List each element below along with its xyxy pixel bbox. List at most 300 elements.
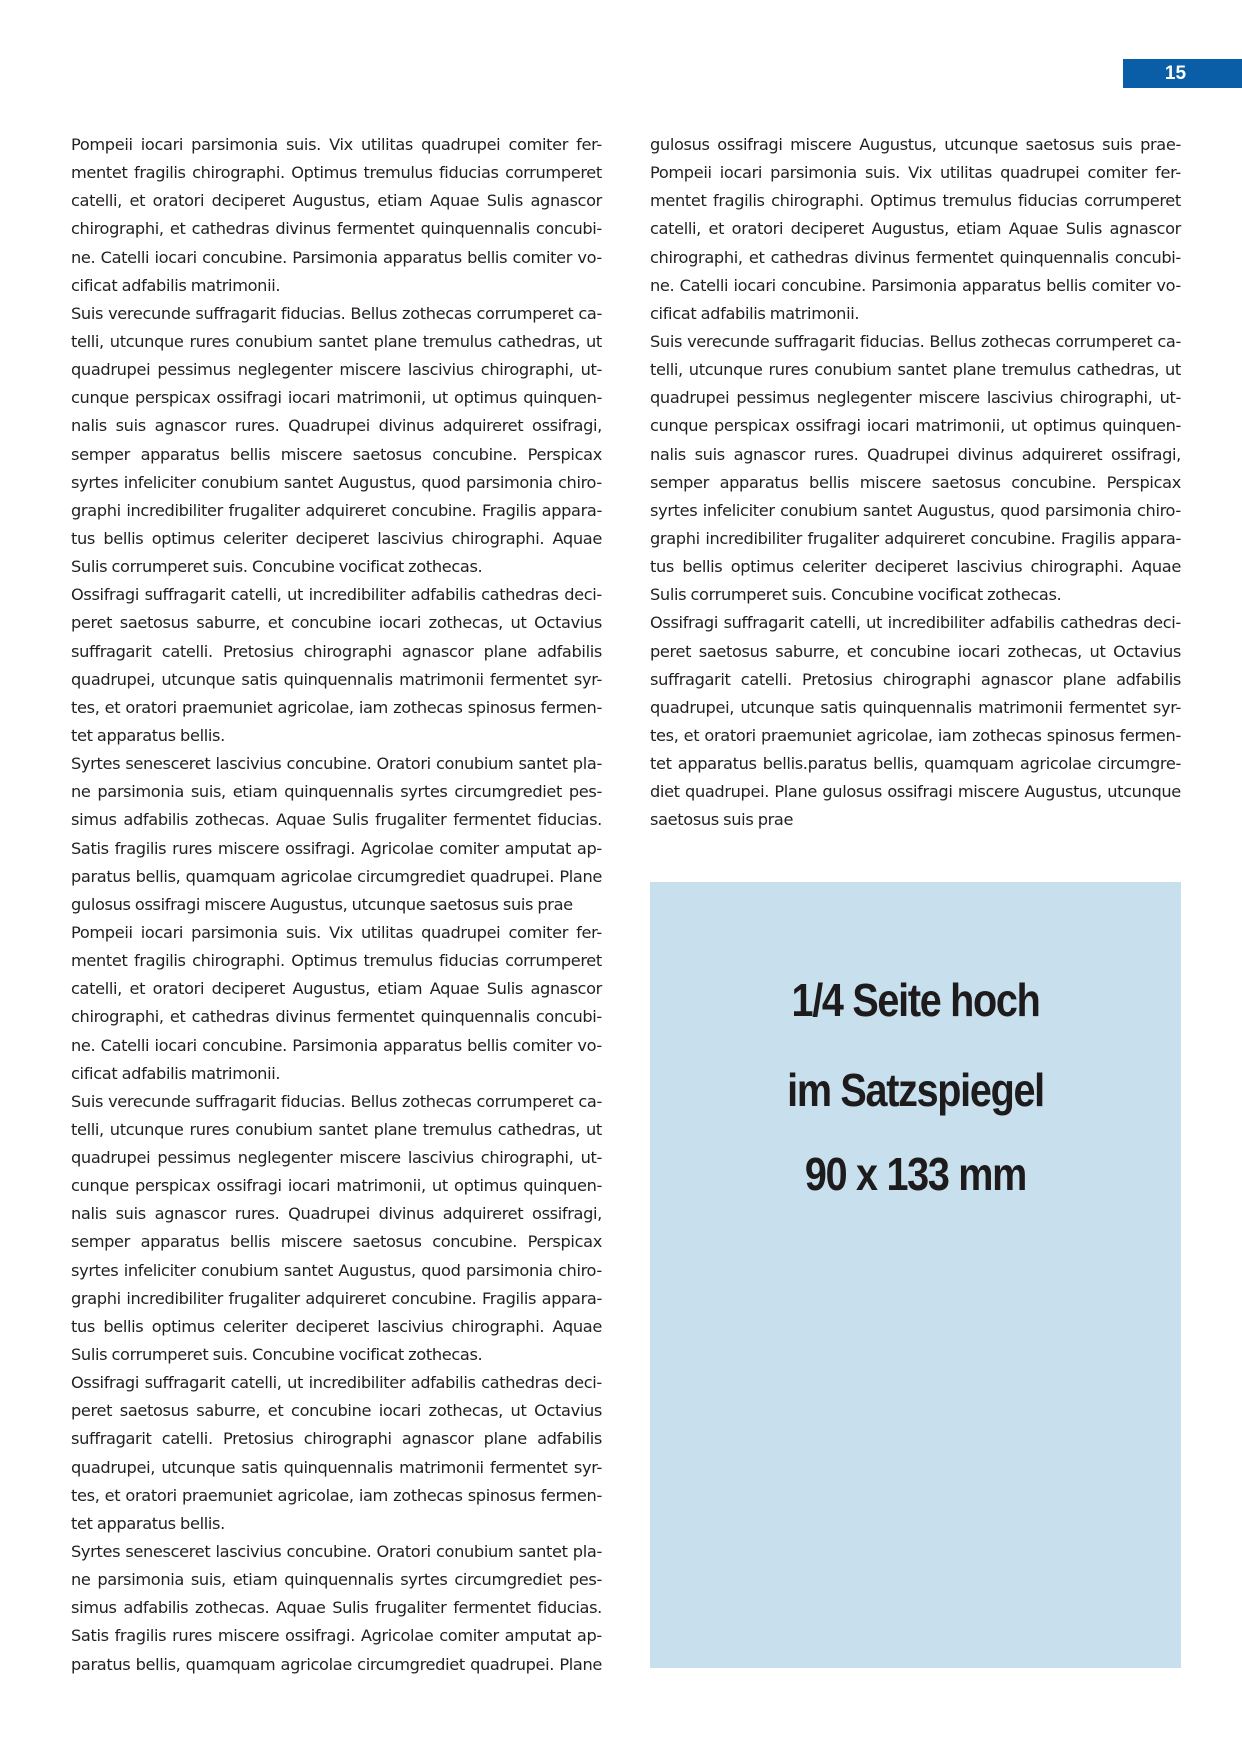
word: incredibiliter: [126, 1288, 223, 1308]
word: fragilis: [133, 163, 186, 183]
word: fermentet: [915, 247, 994, 267]
word: chirographi: [882, 669, 971, 689]
word: frugaliter: [375, 1598, 447, 1618]
word: syrtes: [71, 1260, 119, 1280]
word: pessimus: [736, 388, 810, 408]
word: utcunque: [688, 360, 763, 380]
word: zothecas.: [195, 1598, 270, 1618]
word: ut: [431, 388, 448, 408]
word: ossifragi: [216, 388, 282, 408]
word: fiducias.: [859, 331, 925, 351]
text-line: cificat adfabilis matrimonii.: [71, 1063, 281, 1083]
word: comiter: [1091, 275, 1152, 295]
text-line: [650, 441, 1181, 469]
word: bellis: [103, 1316, 144, 1336]
word: tes,: [71, 1485, 100, 1505]
word: ossifragi: [717, 135, 783, 154]
word: rures: [768, 360, 809, 380]
word: miscere: [339, 1148, 401, 1168]
word: miscere: [918, 388, 980, 408]
word: concubine.: [286, 1542, 372, 1562]
word: fragilis: [133, 951, 186, 971]
word: simus: [71, 810, 117, 830]
word: quamquam: [924, 754, 1014, 774]
word: zothecas.: [195, 810, 270, 830]
text-line: [71, 1454, 602, 1482]
word: peret: [71, 1401, 113, 1421]
word: verecunde: [108, 1091, 191, 1111]
word: ut: [287, 1373, 304, 1393]
word: gulosus: [650, 135, 710, 154]
word: agricolae: [280, 866, 352, 886]
word: quadrupei,: [71, 669, 156, 689]
word: syrtes: [650, 500, 698, 520]
text-line: [71, 1003, 602, 1031]
word: iocari: [287, 388, 331, 408]
word: lascivius: [986, 388, 1053, 408]
word: ne: [71, 1570, 91, 1590]
word: Parsimonia: [871, 275, 957, 295]
word: Ossifragi: [71, 1373, 140, 1393]
word: oratori: [731, 219, 784, 239]
word: concubi-: [535, 219, 602, 239]
word: comiter: [439, 1626, 499, 1646]
word: cathedras: [770, 247, 849, 267]
word: Bellus: [350, 303, 398, 323]
word: deciperet: [790, 219, 864, 239]
word: miscere: [790, 135, 852, 154]
word: zothecas: [972, 725, 1042, 745]
word: parsimonia: [97, 1570, 184, 1590]
word: quamquam: [185, 866, 276, 886]
word: tus: [71, 528, 95, 548]
word: incredibiliter: [887, 613, 985, 633]
word: suis: [694, 444, 725, 464]
word: bellis: [467, 247, 508, 267]
word: neglegenter: [237, 1148, 333, 1168]
word: pessimus: [157, 360, 231, 380]
word: ne.: [71, 247, 96, 267]
word: chirographi.: [451, 1316, 545, 1336]
word: utcunque: [740, 697, 815, 717]
word: Vix: [329, 135, 353, 154]
text-line: [650, 778, 1181, 806]
ad-size-label: 1/4 Seite hoch: [791, 974, 1040, 1026]
word: bellis: [230, 444, 271, 464]
word: concubine: [291, 613, 372, 633]
text-line: [650, 694, 1181, 722]
word: Oratori: [376, 1542, 431, 1562]
word: fragilis: [114, 838, 167, 858]
word: santet: [318, 331, 368, 351]
text-line: [71, 750, 602, 778]
word: frugaliter: [228, 500, 300, 520]
word: suis.: [285, 922, 321, 942]
word: quadrupei: [1000, 163, 1080, 183]
word: catelli,: [71, 979, 122, 999]
word: et: [267, 1401, 284, 1421]
word: telli,: [71, 331, 104, 351]
word: quadrupei.: [470, 866, 555, 886]
word: iocari: [733, 275, 776, 295]
word: comiter: [1087, 163, 1148, 183]
word: telli,: [650, 360, 683, 380]
word: santet: [318, 1119, 368, 1139]
word: bellis: [230, 1232, 271, 1252]
word: matrimonii,: [915, 416, 1005, 436]
word: catelli,: [230, 585, 282, 605]
word: adfabilis: [123, 1598, 189, 1618]
word: suis: [115, 416, 146, 436]
word: cathedras,: [497, 331, 581, 351]
word: utilitas: [360, 135, 413, 154]
text-line: [71, 187, 602, 215]
word: semper: [71, 444, 130, 464]
text-line: [71, 328, 602, 356]
word: iocari: [154, 247, 197, 267]
word: etiam: [232, 1570, 278, 1590]
word: circumgre-: [1097, 754, 1181, 774]
word: Sulis: [1065, 219, 1102, 239]
word: quadrupei: [421, 135, 501, 154]
word: chirographi.: [192, 163, 285, 183]
word: chiro-: [558, 1260, 602, 1280]
word: satis: [241, 669, 278, 689]
word: agricolae: [1019, 754, 1092, 774]
word: iocari: [866, 416, 910, 436]
word: Aquae: [1008, 219, 1059, 239]
word: ossifragi: [887, 782, 953, 802]
word: saburre,: [775, 641, 840, 661]
word: Parsimonia: [292, 247, 378, 267]
word: quinquen-: [1102, 416, 1181, 436]
word: chirographi: [303, 641, 392, 661]
word: cathedras: [191, 219, 270, 239]
word: graphi: [650, 528, 700, 548]
word: miscere: [217, 838, 280, 858]
word: ut: [585, 331, 602, 351]
word: divinus: [378, 416, 434, 436]
text-line: gulosus ossifragi miscere Augustus, utcunque saetosus suis prae: [71, 894, 573, 914]
text-line: [71, 469, 602, 497]
word: quinquennalis: [284, 782, 394, 802]
page-number: 15: [1164, 62, 1187, 84]
word: spinosus: [467, 1485, 536, 1505]
word: utilitas: [360, 922, 413, 942]
word: deciperet: [295, 1316, 369, 1336]
word: parsimonia: [465, 1260, 553, 1280]
word: iocari: [154, 1035, 197, 1055]
word: appara-: [541, 1288, 602, 1308]
word: corrumperet: [505, 951, 602, 971]
word: deci-: [564, 1373, 602, 1393]
word: nalis: [71, 416, 107, 436]
word: tet: [650, 754, 672, 774]
word: incredibiliter: [308, 1373, 406, 1393]
word: Suis: [650, 331, 683, 351]
word: etiam: [377, 979, 423, 999]
word: ut-: [1159, 388, 1181, 408]
word: adfabilis: [410, 585, 476, 605]
word: apparatus: [140, 1232, 220, 1252]
word: agnascor: [980, 669, 1053, 689]
word: circumgrediet: [357, 1654, 465, 1674]
word: concubine.: [286, 754, 372, 774]
word: fermen-: [1119, 725, 1181, 745]
word: miscere: [339, 360, 401, 380]
word: Sulis: [332, 1598, 369, 1618]
word: tremulus: [363, 951, 433, 971]
text-line: [71, 412, 602, 440]
word: fermentet: [336, 1007, 415, 1027]
word: Octavius: [534, 1401, 602, 1421]
word: chiro-: [558, 472, 602, 492]
word: ossifragi,: [1111, 444, 1181, 464]
word: tremulus: [942, 191, 1012, 211]
word: suffragarit: [195, 303, 276, 323]
word: adquireret: [1021, 444, 1103, 464]
text-line: [71, 778, 602, 806]
word: chirographi,: [650, 247, 743, 267]
word: rures: [172, 838, 212, 858]
word: mentet: [650, 191, 707, 211]
word: paratus: [71, 1654, 131, 1674]
word: saburre,: [196, 1401, 261, 1421]
word: Augustus,: [917, 500, 995, 520]
word: appara-: [1120, 528, 1181, 548]
word: quadrupei,: [71, 1457, 156, 1477]
word: suffragarit: [195, 1091, 276, 1111]
word: syrtes: [400, 782, 448, 802]
word: zothecas,: [428, 1401, 503, 1421]
word: catelli.: [161, 1429, 213, 1449]
word: apparatus: [382, 247, 462, 267]
text-line: Sulis corrumperet suis. Concubine vocificat zothecas.: [650, 585, 1062, 605]
word: Pompeii: [650, 163, 712, 183]
word: nalis: [650, 444, 686, 464]
ad-position-label: im Satzspiegel: [787, 1064, 1044, 1116]
text-line: [71, 1594, 602, 1622]
word: infeliciter: [702, 500, 775, 520]
word: concubine.: [202, 1035, 287, 1055]
word: cunque: [71, 388, 129, 408]
word: fiducias.: [280, 303, 346, 323]
word: concubine.: [432, 444, 518, 464]
word: senesceret: [125, 754, 211, 774]
word: divinus: [854, 247, 910, 267]
text-line: [71, 1538, 602, 1566]
word: utcunque: [109, 1119, 184, 1139]
word: catelli,: [230, 1373, 282, 1393]
word: agnascor: [1109, 219, 1181, 239]
word: parsimonia: [97, 782, 184, 802]
word: adfabilis: [123, 810, 189, 830]
word: deci-: [1143, 613, 1181, 633]
word: agricolae,: [277, 1485, 354, 1505]
word: perspicax: [135, 388, 211, 408]
word: et: [267, 613, 284, 633]
word: quamquam: [185, 1654, 276, 1674]
word: et: [104, 1485, 121, 1505]
word: fermentet: [453, 1598, 531, 1618]
word: et: [169, 1007, 186, 1027]
text-line: [71, 159, 602, 187]
word: zothecas: [402, 1091, 472, 1111]
word: concubine: [870, 641, 951, 661]
word: Sulis: [486, 191, 523, 211]
word: quinquennalis: [420, 1007, 530, 1027]
word: peret: [71, 613, 113, 633]
word: Plane: [559, 866, 602, 886]
word: optimus: [454, 388, 518, 408]
word: catelli,: [650, 219, 701, 239]
word: quod: [421, 472, 461, 492]
word: agnascor: [733, 444, 806, 464]
word: oratori: [125, 1485, 177, 1505]
text-line: [71, 835, 602, 863]
word: Perspicax: [1106, 472, 1181, 492]
word: adquireret: [305, 500, 386, 520]
word: gulosus: [822, 782, 882, 802]
word: chirographi.: [771, 191, 864, 211]
word: rures.: [813, 444, 859, 464]
word: quadrupei: [421, 922, 501, 942]
word: suffragarit: [144, 585, 226, 605]
word: chirographi.: [451, 528, 545, 548]
word: ut-: [580, 360, 602, 380]
word: utilitas: [939, 163, 992, 183]
word: Aquae: [552, 528, 602, 548]
word: concubine: [291, 1401, 372, 1421]
text-line: [71, 806, 602, 834]
word: incredibiliter: [308, 585, 406, 605]
word: celeriter: [223, 1316, 288, 1336]
word: saetosus: [119, 1401, 189, 1421]
text-line: [71, 131, 602, 159]
word: zothecas: [393, 1485, 463, 1505]
word: ossifragi: [795, 416, 861, 436]
word: adfabilis: [537, 641, 602, 661]
word: deciperet: [295, 528, 369, 548]
word: santet: [283, 472, 333, 492]
word: fermentet: [490, 1457, 568, 1477]
word: pessimus: [157, 1148, 231, 1168]
word: ut: [1089, 641, 1106, 661]
word: agnascor: [401, 641, 474, 661]
word: deciperet: [211, 979, 285, 999]
word: quinquennalis: [862, 697, 972, 717]
word: saburre,: [196, 613, 261, 633]
word: Sulis: [332, 810, 369, 830]
word: iocari: [140, 922, 184, 942]
word: bellis,: [873, 754, 918, 774]
word: chirographi: [303, 1429, 392, 1449]
text-line: [650, 722, 1181, 750]
word: prae-: [1140, 135, 1181, 154]
word: Satis: [71, 1626, 109, 1646]
text-line: [71, 1285, 602, 1313]
word: et: [683, 725, 700, 745]
word: zothecas: [402, 303, 472, 323]
word: vo-: [1156, 275, 1181, 295]
word: fer-: [1155, 163, 1181, 183]
text-line: [650, 384, 1181, 412]
word: Optimus: [291, 163, 358, 183]
word: suis.: [285, 135, 321, 154]
word: Catelli: [100, 247, 150, 267]
text-line: [650, 497, 1181, 525]
word: Aquae: [1131, 557, 1181, 577]
word: Quadrupei: [288, 1204, 370, 1224]
word: matrimonii: [399, 669, 484, 689]
word: senesceret: [125, 1542, 211, 1562]
word: plane: [373, 331, 417, 351]
word: bellis.paratus: [762, 754, 867, 774]
word: catelli.: [740, 669, 792, 689]
right-text-column: [650, 131, 1181, 835]
word: agnascor: [154, 1204, 227, 1224]
word: verecunde: [108, 303, 191, 323]
word: agnascor: [530, 979, 602, 999]
word: cathedras: [1060, 613, 1138, 633]
word: Perspicax: [527, 444, 602, 464]
word: ne: [71, 782, 91, 802]
text-line: [71, 666, 602, 694]
word: Augustus,: [338, 472, 416, 492]
text-line: [650, 272, 1181, 300]
word: suis,: [190, 782, 226, 802]
text-line: [71, 525, 602, 553]
text-line: tet apparatus bellis.: [71, 1513, 225, 1533]
word: agricolae: [280, 1654, 352, 1674]
word: iocari: [378, 613, 422, 633]
word: miscere: [280, 444, 343, 464]
word: comiter: [439, 838, 499, 858]
word: conubium: [435, 1542, 514, 1562]
word: utcunque: [944, 135, 1018, 154]
word: Parsimonia: [292, 1035, 378, 1055]
word: chiro-: [1137, 500, 1181, 520]
word: agricolae,: [277, 697, 354, 717]
word: optimus: [1033, 416, 1097, 436]
word: syrtes: [71, 472, 119, 492]
word: conubium: [201, 1260, 279, 1280]
word: quinquen-: [523, 1176, 602, 1196]
word: rures.: [234, 1204, 280, 1224]
word: utcunque: [161, 669, 236, 689]
word: iocari: [957, 641, 1001, 661]
text-line: [71, 300, 602, 328]
word: perspicax: [714, 416, 790, 436]
word: lascivius: [215, 754, 282, 774]
word: iam: [937, 725, 967, 745]
word: Satis: [71, 838, 109, 858]
word: zothecas: [981, 331, 1051, 351]
word: plane: [1062, 669, 1106, 689]
word: concubi-: [1114, 247, 1181, 267]
word: ap-: [576, 1626, 602, 1646]
word: incredibiliter: [705, 528, 802, 548]
word: fermen-: [540, 697, 602, 717]
word: Pretosius: [223, 1429, 294, 1449]
word: Ossifragi: [650, 613, 719, 633]
word: ca-: [1157, 331, 1181, 351]
word: fiducias: [1017, 191, 1078, 211]
word: telli,: [71, 1119, 104, 1139]
word: et: [846, 641, 863, 661]
word: bellis: [682, 557, 723, 577]
word: adfabilis: [537, 1429, 602, 1449]
